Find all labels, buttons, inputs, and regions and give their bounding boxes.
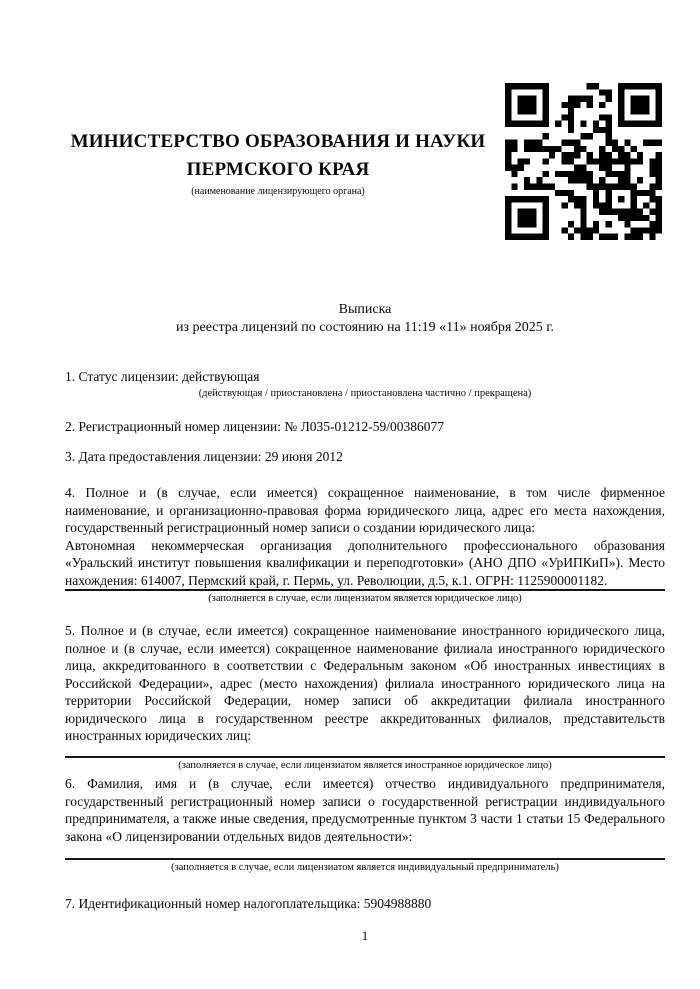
license-status-caption: (действующая / приостановлена / приостановлена частично / прекращена) [198, 387, 532, 399]
document-title-line1: Выписка [338, 302, 392, 317]
foreign-entity-caption: (заполняется в случае, если лицензиатом является иностранное юридическое лицо) [178, 759, 552, 771]
item-taxpayer-number [65, 895, 665, 913]
license-status-text: 1. Статус лицензии: действующая [65, 369, 260, 384]
taxpayer-number-text: 7. Идентификационный номер налогоплательщика: 5904988880 [65, 896, 432, 911]
item-license-status [65, 368, 665, 400]
separator-rule [65, 756, 665, 758]
item-registration-number [65, 418, 665, 436]
separator-rule [65, 858, 665, 860]
item-individual-entrepreneur [65, 775, 665, 874]
qr-code-icon [505, 83, 662, 240]
legal-entity-label: 4. Полное и (в случае, если имеется) сокращенное наименование, в том числе фирменное наименование, и организационно-правовая форма юридического лица, адрес его места нахождения, государственный регистрационный номер записи о создании юридического лица: [65, 485, 665, 535]
individual-entrepreneur-caption: (заполняется в случае, если лицензиатом является индивидуальный предприниматель) [171, 862, 559, 873]
license-date-text: 3. Дата предоставления лицензии: 29 июня 2012 [65, 449, 343, 464]
foreign-entity-label: 5. Полное и (в случае, если имеется) сокращенное наименование иностранного юридического лица, полное и (в случае, если имеется) сокращенное наименование филиала иностранного юридического лица, аккредитованного в соответствии с Федеральным законом «Об иностранных инвестициях в Российской Федерации», адрес (место нахождения) филиала иностранного юридического лица на территории Российской Федерации, номер записи об аккредитации филиала иностранного юридического лица в государственном реестре аккредитованных филиалов, представительств иностранных юридических лиц: [65, 623, 665, 743]
item-legal-entity [65, 484, 665, 605]
document-title [65, 301, 665, 337]
ministry-name-line1: МИНИСТЕРСТВО ОБРАЗОВАНИЯ И НАУКИ [70, 131, 486, 152]
licensing-authority-header [65, 128, 491, 199]
ministry-name-line2: ПЕРМСКОГО КРАЯ [186, 159, 370, 180]
legal-entity-caption: (заполняется в случае, если лицензиатом является юридическое лицо) [208, 593, 522, 604]
item-license-date [65, 448, 665, 466]
page-number: 1 [361, 928, 369, 943]
document-title-line2: из реестра лицензий по состоянию на 11:19 «11» ноября 2025 г. [176, 320, 554, 335]
item-foreign-entity [65, 622, 665, 772]
separator-rule [65, 589, 665, 591]
ministry-caption: (наименование лицензирующего органа) [191, 186, 365, 197]
legal-entity-value: Автономная некоммерческая организация дополнительного профессионального образования «Уральский институт повышения квалификации и переподготовки» (АНО ДПО «УрИПКиП»). Место нахождения: 614007, Пермский край, г. Пермь, ул. Революции, д.5, к.1. ОГРН: 1125900001182. [65, 537, 665, 588]
individual-entrepreneur-label: 6. Фамилия, имя и (в случае, если имеется) отчество индивидуального предпринимателя, государственный регистрационный номер записи о государственной регистрации индивидуального предпринимателя, а также иные сведения, предусмотренные пунктом 3 части 1 статьи 15 Федерального закона «О лицензировании отдельных видов деятельности»: [65, 776, 665, 844]
registration-number-text: 2. Регистрационный номер лицензии: № Л035-01212-59/00386077 [65, 419, 445, 434]
